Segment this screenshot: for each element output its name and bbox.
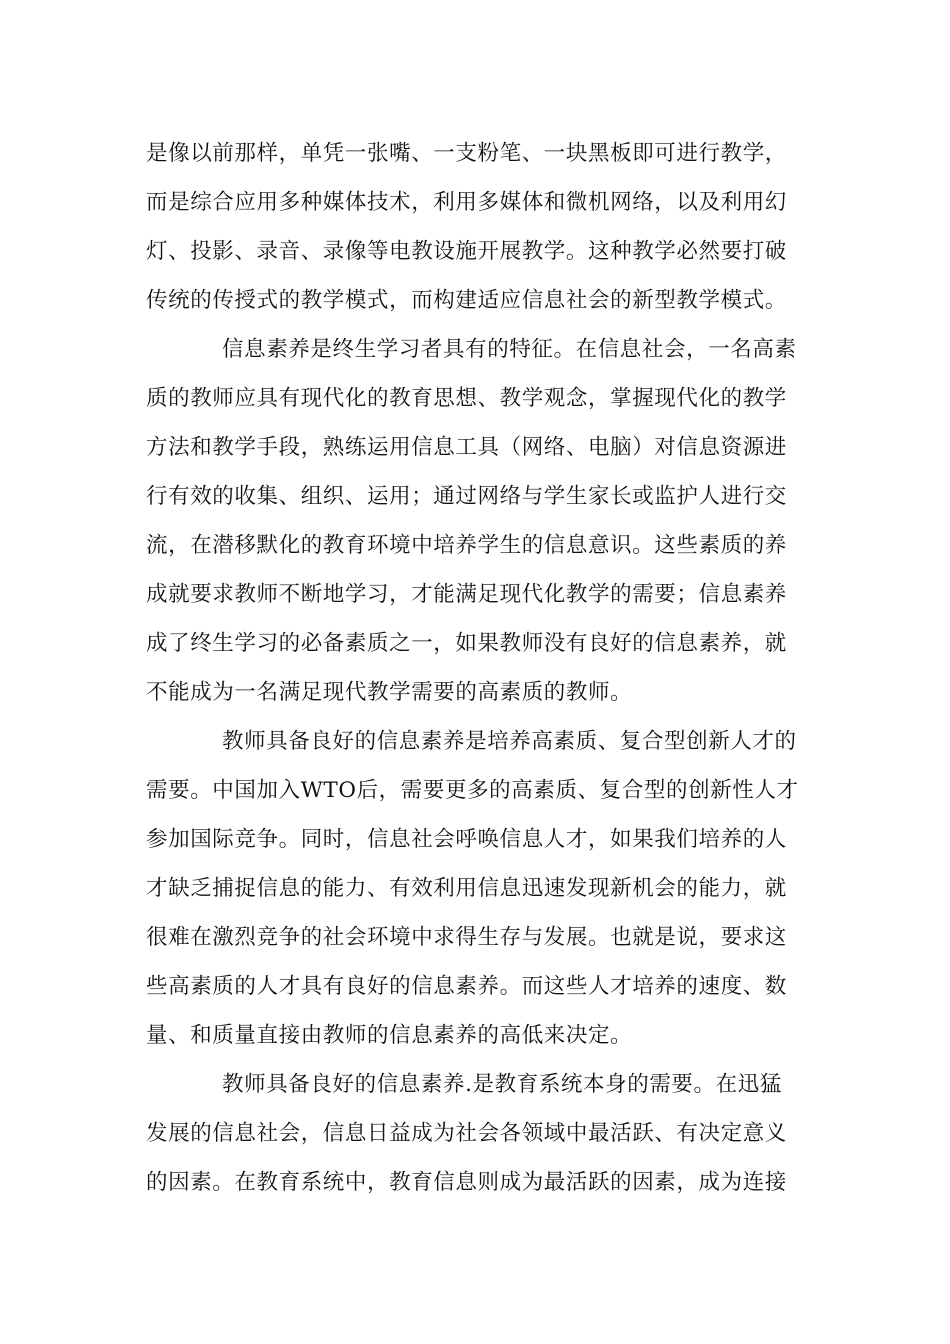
text-line: 量、和质量直接由教师的信息素养的高低来决定。: [146, 1023, 633, 1048]
text-line: 行有效的收集、组织、运用；通过网络与学生家长或监护人进行交: [146, 484, 787, 509]
text-line: 的因素。在教育系统中，教育信息则成为最活跃的因素，成为连接: [146, 1170, 787, 1195]
text-line: 需要。中国加入WTO后，需要更多的高素质、复合型的创新性人才: [146, 778, 799, 803]
text-line: 教师具备良好的信息素养.是教育系统本身的需要。在迅猛: [222, 1072, 782, 1097]
text-line: 传统的传授式的教学模式，而构建适应信息社会的新型教学模式。: [146, 288, 787, 313]
text-line: 信息素养是终生学习者具有的特征。在信息社会，一名高素: [222, 337, 797, 362]
text-line: 些高素质的人才具有良好的信息素养。而这些人才培养的速度、数: [146, 974, 787, 999]
text-line: 很难在激烈竞争的社会环境中求得生存与发展。也就是说，要求这: [146, 925, 787, 950]
text-line: 方法和教学手段，熟练运用信息工具（网络、电脑）对信息资源进: [146, 435, 787, 460]
text-line: 不能成为一名满足现代教学需要的高素质的教师。: [146, 680, 633, 705]
text-line: 参加国际竞争。同时，信息社会呼唤信息人才，如果我们培养的人: [146, 827, 787, 852]
text-line: 灯、投影、录音、录像等电教设施开展教学。这种教学必然要打破: [146, 239, 787, 264]
text-line: 发展的信息社会，信息日益成为社会各领域中最活跃、有决定意义: [146, 1121, 787, 1146]
text-line: 是像以前那样，单凭一张嘴、一支粉笔、一块黑板即可进行教学，: [146, 141, 787, 166]
text-line: 而是综合应用多种媒体技术，利用多媒体和微机网络，以及利用幻: [146, 190, 787, 215]
text-line: 质的教师应具有现代化的教育思想、教学观念，掌握现代化的教学: [146, 386, 787, 411]
text-line: 流，在潜移默化的教育环境中培养学生的信息意识。这些素质的养: [146, 533, 787, 558]
text-line: 成了终生学习的必备素质之一，如果教师没有良好的信息素养，就: [146, 631, 787, 656]
text-line: 教师具备良好的信息素养是培养高素质、复合型创新人才的: [222, 729, 797, 754]
text-line: 才缺乏捕捉信息的能力、有效利用信息迅速发现新机会的能力，就: [146, 876, 787, 901]
text-line: 成就要求教师不断地学习，才能满足现代化教学的需要；信息素养: [146, 582, 787, 607]
